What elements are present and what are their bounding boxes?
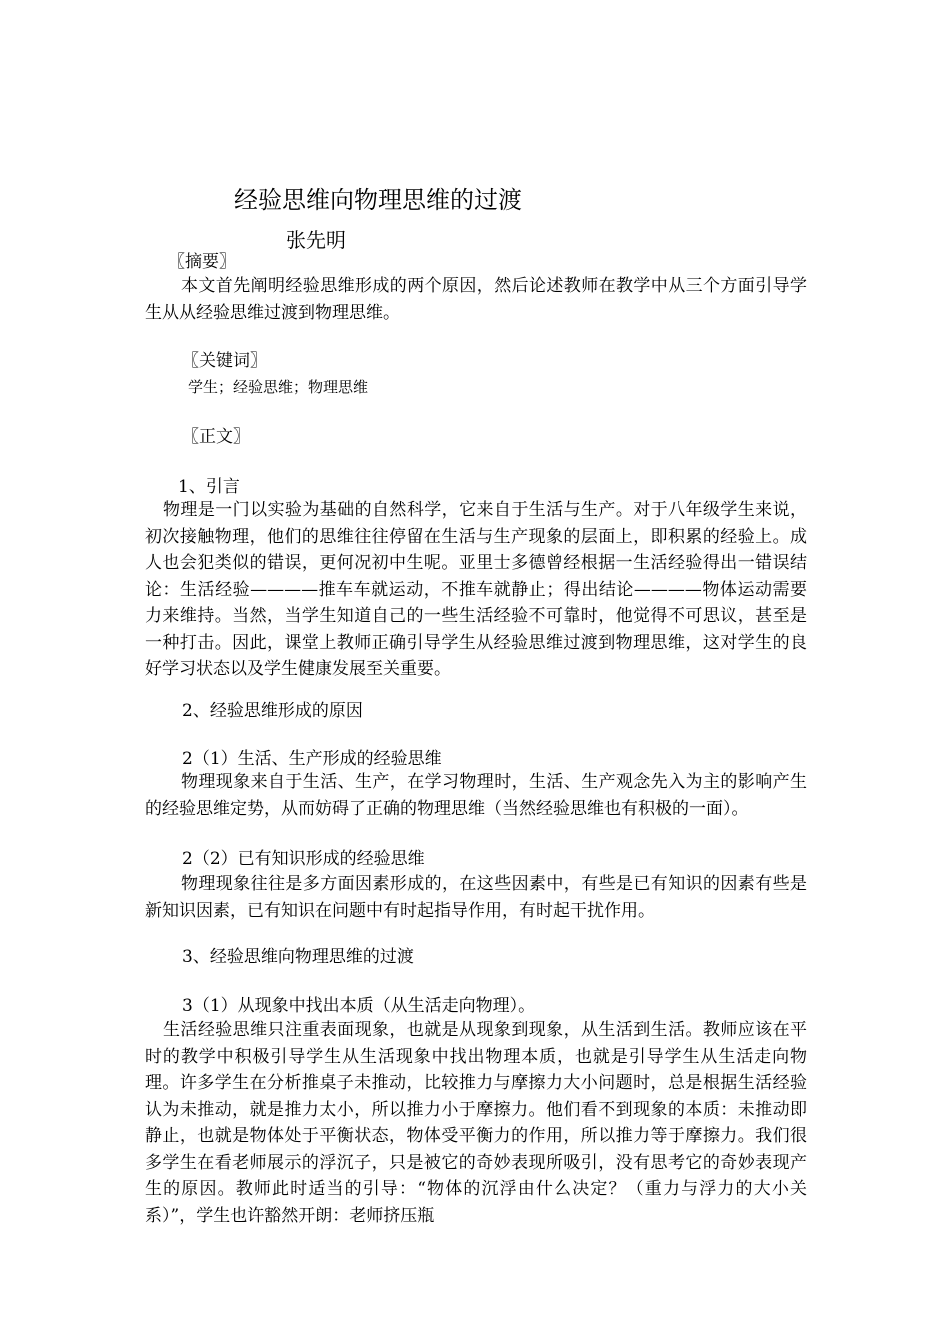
section-2-2-heading: 2（2）已有知识形成的经验思维 <box>182 849 425 869</box>
section-3-1-heading: 3（1）从现象中找出本质（从生活走向物理）。 <box>182 996 536 1016</box>
section-3-heading: 3、经验思维向物理思维的过渡 <box>182 947 414 967</box>
section-1-heading: 1、引言 <box>178 477 240 497</box>
keywords-heading: 〖关键词〗 <box>182 351 267 371</box>
section-2-1-text: 物理现象来自于生活、生产，在学习物理时，生活、生产观念先入为主的影响产生的经验思维定势，从而妨碍了正确的物理思维（当然经验思维也有积极的一面）。 <box>145 772 807 819</box>
document-title: 经验思维向物理思维的过渡 <box>234 186 522 214</box>
section-1-text: 物理是一门以实验为基础的自然科学，它来自于生活与生产。对于八年级学生来说，初次接触物理，他们的思维往往停留在生活与生产现象的层面上，即积累的经验上。成人也会犯类似的错误，更何况初中生呢。亚里士多德曾经根据一生活经验得出一错误结论：生活经验————推车车就运动，不推车就静止；得出结论————物体运动需要力来维持。当然，当学生知道自己的一些生活经验不可靠时，他觉得不可思议，甚至是一种打击。因此，课堂上教师正确引导学生从经验思维过渡到物理思维，这对学生的良好学习状态以及学生健康发展至关重要。 <box>145 500 807 679</box>
section-2-heading: 2、经验思维形成的原因 <box>182 701 363 721</box>
keywords-text: 学生；经验思维；物理思维 <box>188 378 369 396</box>
section-2-2-text: 物理现象往往是多方面因素形成的，在这些因素中，有些是已有知识的因素有些是新知识因素，已有知识在问题中有时起指导作用，有时起干扰作用。 <box>145 874 807 921</box>
section-2-1-heading: 2（1）生活、生产形成的经验思维 <box>182 749 442 769</box>
abstract-text: 本文首先阐明经验思维形成的两个原因，然后论述教师在教学中从三个方面引导学生从从经验思维过渡到物理思维。 <box>145 276 807 323</box>
body-heading: 〖正文〗 <box>182 427 250 447</box>
author-name: 张先明 <box>286 228 346 252</box>
abstract-heading: 〖摘要〗 <box>168 252 236 272</box>
section-3-1-text: 生活经验思维只注重表面现象，也就是从现象到现象，从生活到生活。教师应该在平时的教学中积极引导学生从生活现象中找出物理本质，也就是引导学生从生活走向物理。许多学生在分析推桌子未推动，比较推力与摩擦力大小问题时，总是根据生活经验认为未推动，就是推力太小，所以推力小于摩擦力。他们看不到现象的本质：未推动即静止，也就是物体处于平衡状态，物体受平衡力的作用，所以推力等于摩擦力。我们很多学生在看老师展示的浮沉子，只是被它的奇妙表现所吸引，没有思考它的奇妙表现产生的原因。教师此时适当的引导：“物体的沉浮由什么决定？（重力与浮力的大小关系）”，学生也许豁然开朗：老师挤压瓶 <box>145 1020 807 1226</box>
